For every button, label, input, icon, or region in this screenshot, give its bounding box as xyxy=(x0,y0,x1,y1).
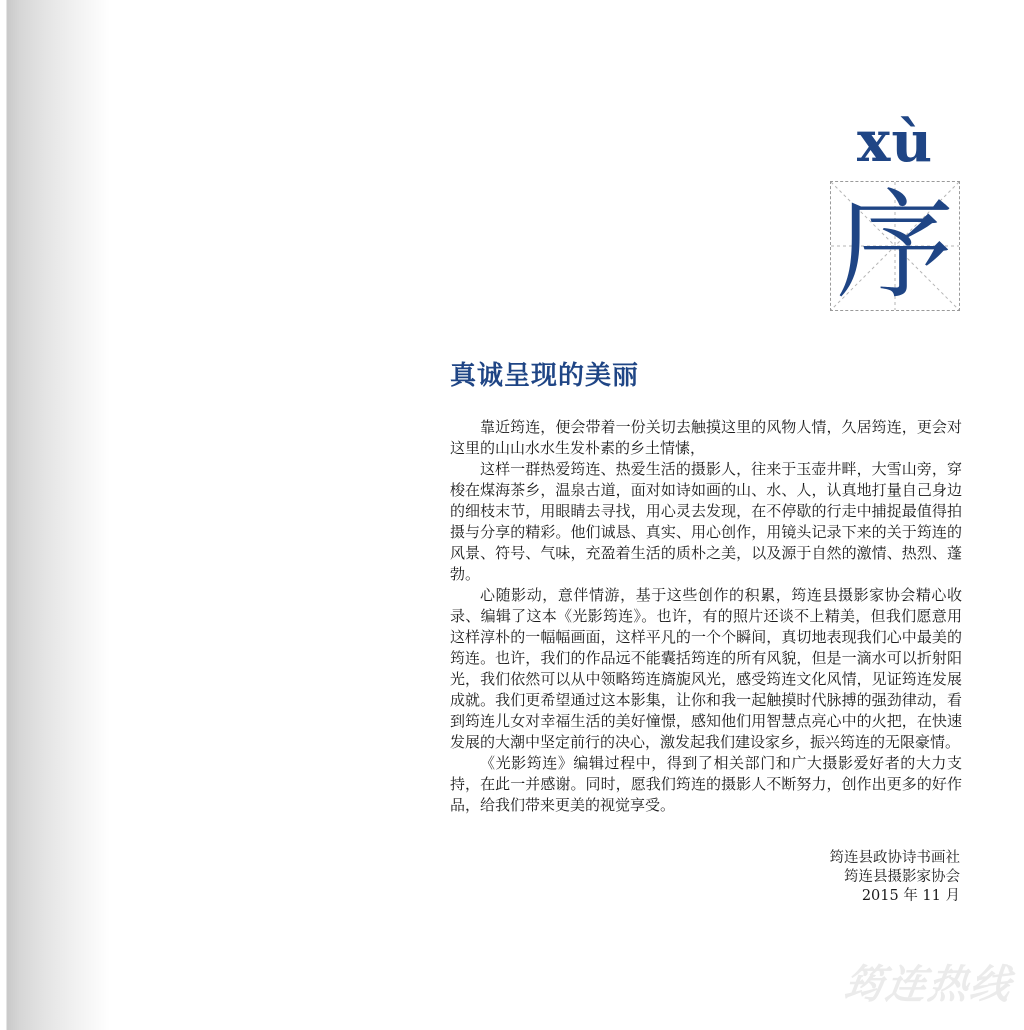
paragraph: 靠近筠连，便会带着一份关切去触摸这里的风物人情，久居筠连，更会对这里的山山水水生发朴素的乡土情愫， xyxy=(450,418,962,457)
calligraphy-grid-box xyxy=(830,177,960,315)
preface-character: 序 xyxy=(835,177,954,315)
paragraph: 这样一群热爱筠连、热爱生活的摄影人，往来于玉壶井畔，大雪山旁，穿梭在煤海茶乡，温泉古道，面对如诗如画的山、水、人，认真地打量自己身边的细枝末节，用眼睛去寻找，用心灵去发现，在不停歇的行走中捕捉最值得拍摄与分享的精彩。他们诚恳、真实、用心创作，用镜头记录下来的关于筠连的风景、符号、气味，充盈着生活的质朴之美，以及源于自然的激情、热烈、蓬勃。 xyxy=(450,460,962,583)
signature-date: 2015 年 11 月 xyxy=(861,888,960,904)
signature-block xyxy=(830,849,961,906)
article-body xyxy=(450,417,962,816)
pinyin-label: xù xyxy=(856,109,934,175)
book-gutter-shadow xyxy=(0,0,110,1030)
paragraph: 《光影筠连》编辑过程中，得到了相关部门和广大摄影爱好者的大力支持，在此一并感谢。同时，愿我们筠连的摄影人不断努力，创作出更多的好作品，给我们带来更美的视觉享受。 xyxy=(450,754,962,814)
preface-heading-badge xyxy=(830,104,962,314)
paragraph: 心随影动，意伴情游，基于这些创作的积累，筠连县摄影家协会精心收录、编辑了这本《光影筠连》。也许，有的照片还谈不上精美，但我们愿意用这样淳朴的一幅幅画面，这样平凡的一个个瞬间，真切地表现我们心中最美的筠连。也许，我们的作品远不能囊括筠连的所有风貌，但是一滴水可以折射阳光，我们依然可以从中领略筠连旖旎风光，感受筠连文化风情，见证筠连发展成就。我们更希望通过这本影集，让你和我一起触摸时代脉搏的强劲律动，看到筠连儿女对幸福生活的美好憧憬，感知他们用智慧点亮心中的火把，在快速发展的大潮中坚定前行的决心，激发起我们建设家乡，振兴筠连的无限豪情。 xyxy=(450,586,962,751)
signature-organization-2: 筠连县摄影家协会 xyxy=(844,869,960,885)
signature-organization-1: 筠连县政协诗书画社 xyxy=(829,850,960,866)
article-title: 真诚呈现的美丽 xyxy=(450,361,640,391)
watermark-text: 筠连热线 xyxy=(840,961,1016,1008)
